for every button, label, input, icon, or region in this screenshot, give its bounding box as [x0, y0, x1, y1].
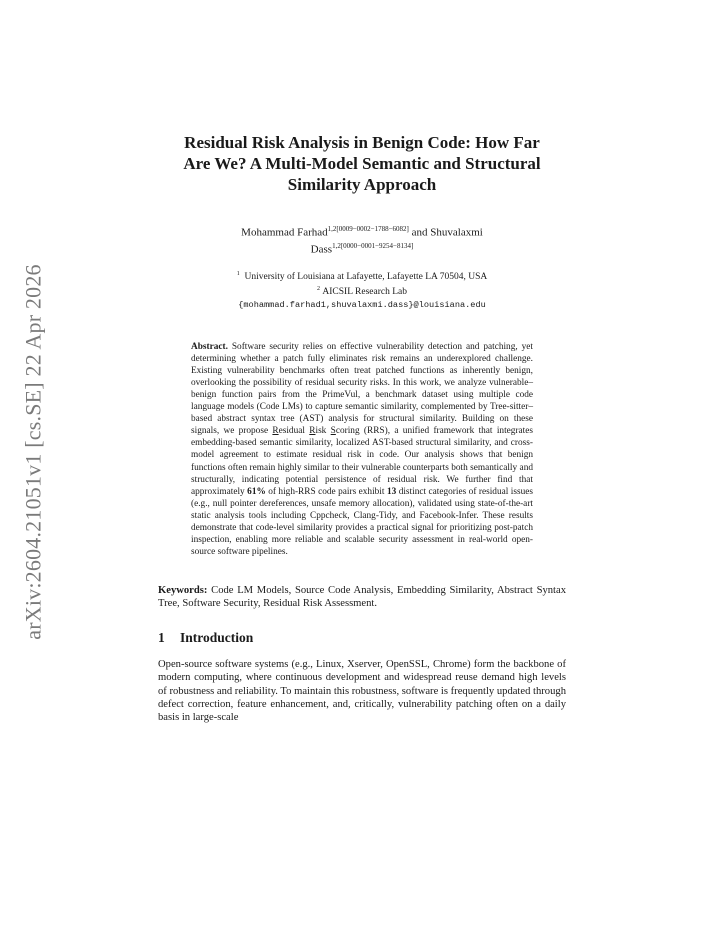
rrs-s-rest: coring	[335, 426, 360, 437]
abstract-percent: 61%	[247, 486, 266, 497]
abstract-text-c: of high-RRS code pairs exhibit	[265, 486, 387, 497]
keywords-label: Keywords:	[158, 585, 208, 597]
affiliation-1	[158, 268, 566, 283]
section-number: 1	[158, 630, 165, 646]
title-line-2: Are We? A Multi-Model Semantic and Structural	[183, 154, 541, 173]
abstract	[191, 341, 533, 559]
abstract-text-a: Software security relies on effective vulnerability detection and patching, yet determining whether a patch fully eliminates risk remains an underexplored challenge. Existing vulnerability benchmarks often treat patched functions as inherently benign, overlooking the possibility of residual security risks. In this work, we analyze vulnerable–benign function pairs from the PrimeVul, a benchmark dataset using multiple code language models (Code LMs) to capture semantic similarity, complemented by Tree-sitter–based abstract syntax tree (AST) analysis for structural similarity. Building on these signals, we propose	[191, 341, 533, 437]
affiliation-2-text: AICSIL Research Lab	[322, 287, 407, 298]
abstract-text-b: (RRS), a unified framework that integrates embedding-based semantic similarity, localized AST-based structural similarity, and cross-model agreement to estimate residual risk in code. Our analysis shows that benign functions often remain highly similar to their vulnerable counterparts both semantically and structurally, indicating potential persistence of residual risk. We further find that approximately	[191, 426, 533, 497]
section-heading-introduction	[158, 630, 566, 646]
rrs-risk-rest: isk	[315, 426, 331, 437]
author-emails: {mohammad.farhad1,shuvalaxmi.dass}@louisiana.edu	[238, 299, 486, 310]
rrs-r: R	[272, 426, 279, 437]
abstract-count: 13	[386, 486, 397, 497]
author-conjunction: and Shuvalaxmi	[408, 226, 483, 239]
keywords	[158, 584, 566, 610]
arxiv-identifier: arXiv:2604.21051v1 [cs.SE] 22 Apr 2026	[21, 264, 46, 640]
rrs-s: S	[330, 426, 336, 437]
paper-title	[158, 132, 566, 195]
abstract-text-d: distinct categories of residual issues (e.g., null pointer dereferences, unsafe memory allocation), validated using state-of-the-art static analysis tools including Cppcheck, Clang-Tidy, and Facebook-Infer. These results demonstrate that code-level similarity provides a practical signal for prioritizing post-patch inspection, enabling more reliable and scalable security assessment in real-world open-source software pipelines.	[191, 486, 533, 558]
title-line-3: Similarity Approach	[287, 175, 437, 194]
intro-paragraph: Open-source software systems (e.g., Linux, Xserver, OpenSSL, Chrome) form the backbone of modern computing, where continuous development and widespread reuse demand high levels of robustness and reliability. To maintain this robustness, software is frequently updated through defect correction, feature enhancement, and, critically, vulnerability patching often on a daily basis in large-scale	[158, 659, 566, 723]
affiliation-1-text: University of Louisiana at Lafayette, Lafayette LA 70504, USA	[244, 272, 488, 283]
arxiv-sidebar	[10, 262, 58, 642]
keywords-text: Code LM Models, Source Code Analysis, Embedding Similarity, Abstract Syntax Tree, Software Security, Residual Risk Assessment.	[158, 585, 566, 610]
section-title: Introduction	[180, 630, 254, 646]
affiliation-1-mark: 1	[236, 271, 240, 278]
affiliation-2-mark: 2	[317, 286, 321, 293]
paper-page	[158, 132, 566, 724]
author-list	[158, 223, 566, 256]
author-1-name: Mohammad Farhad	[241, 226, 328, 239]
title-line-1: Residual Risk Analysis in Benign Code: How Far	[184, 133, 540, 152]
rrs-r-rest: esidual	[278, 426, 310, 437]
author-2-name: Dass	[310, 243, 333, 256]
affiliations	[158, 268, 566, 310]
author-2-orcid: 1,2[0000−0001−9254−8134]	[332, 241, 414, 250]
rrs-risk-r: R	[309, 426, 316, 437]
author-1-orcid: 1,2[0009−0002−1788−6082]	[327, 225, 409, 233]
abstract-label: Abstract.	[191, 341, 228, 352]
affiliation-2	[158, 283, 566, 298]
